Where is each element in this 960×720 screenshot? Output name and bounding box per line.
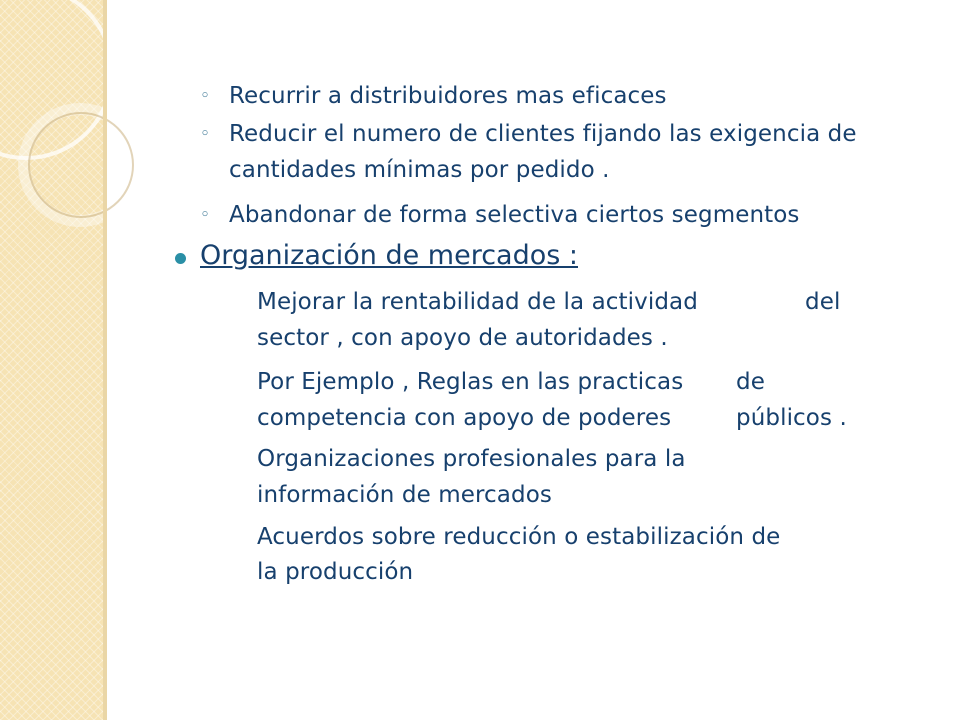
paragraph-1-line-1: Mejorar la rentabilidad de la actividad: [257, 289, 698, 315]
sub-item-3-line-1: Abandonar de forma selectiva ciertos segmentos: [229, 202, 800, 228]
paragraph-3-line-1: Organizaciones profesionales para la: [257, 446, 686, 472]
main-bullet-icon: [175, 253, 186, 264]
paragraph-2-tail-2: públicos .: [736, 405, 847, 431]
paragraph-2-line-1: Por Ejemplo , Reglas en las practicas: [257, 369, 684, 395]
paragraph-3-line-2: información de mercados: [257, 482, 552, 508]
sub-bullet-icon: ◦: [200, 86, 211, 106]
sub-item-2-line-1: Reducir el numero de clientes fijando las exigencia de: [229, 121, 857, 147]
section-heading: Organización de mercados :: [200, 240, 578, 271]
sub-item-2-line-2: cantidades mínimas por pedido .: [229, 157, 610, 183]
sub-bullet-icon: ◦: [200, 205, 211, 225]
paragraph-4-line-2: la producción: [257, 559, 414, 585]
paragraph-2-line-2: competencia con apoyo de poderes: [257, 405, 672, 431]
paragraph-1-tail: del: [805, 289, 841, 315]
paragraph-2-tail: de: [736, 369, 765, 395]
sub-item-1-line-1: Recurrir a distribuidores mas eficaces: [229, 83, 667, 109]
paragraph-1-line-2: sector , con apoyo de autoridades .: [257, 325, 668, 351]
paragraph-4-line-1: Acuerdos sobre reducción o estabilización de: [257, 524, 781, 550]
sub-bullet-icon: ◦: [200, 124, 211, 144]
